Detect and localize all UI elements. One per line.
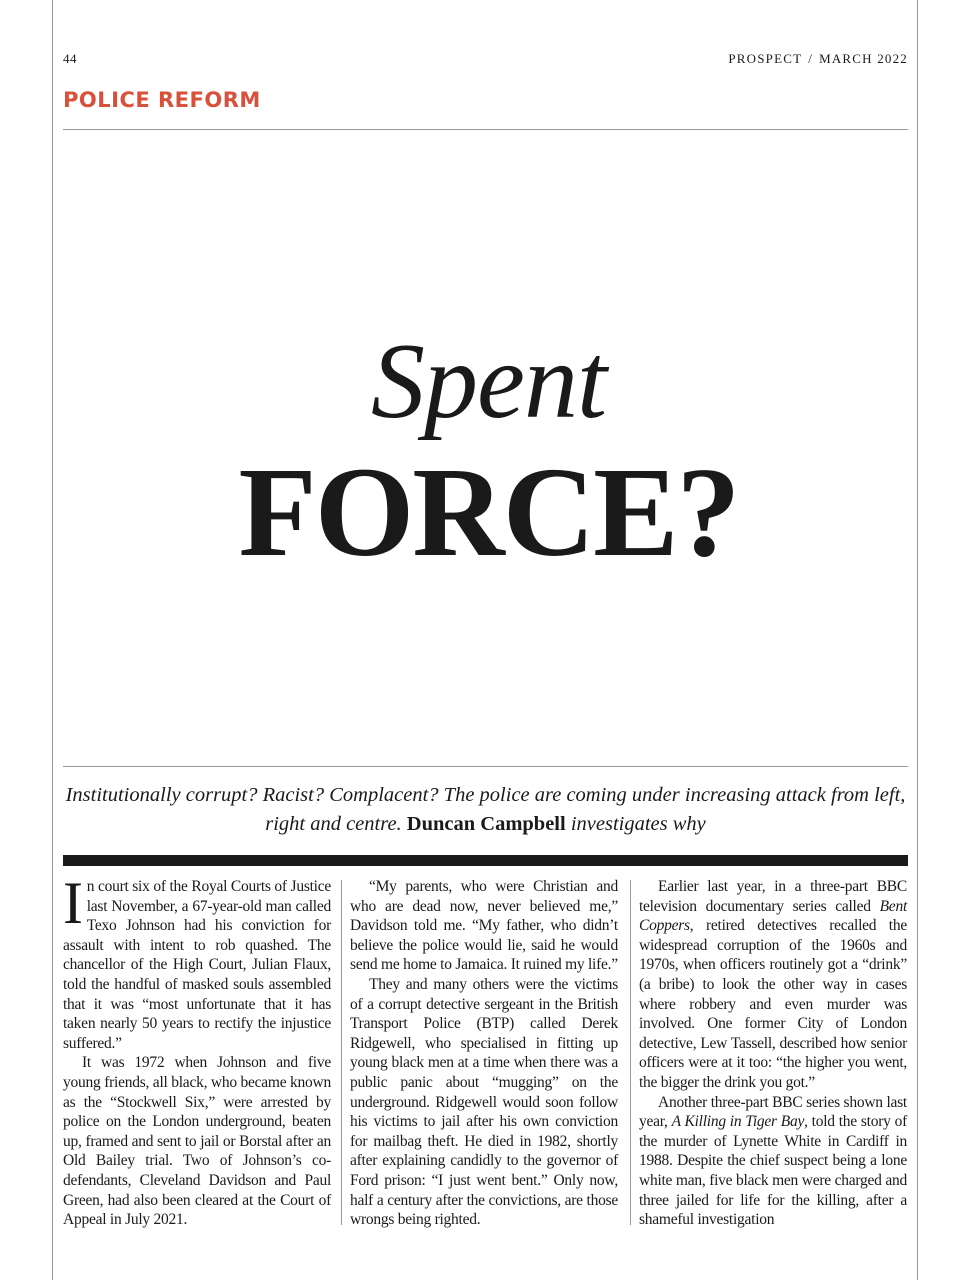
publication-name: PROSPECT xyxy=(728,51,803,66)
standfirst xyxy=(63,781,908,839)
standfirst-tail: investigates why xyxy=(570,813,706,835)
page-border-right xyxy=(917,0,918,1280)
issue-date: MARCH 2022 xyxy=(819,51,908,66)
top-rule xyxy=(63,129,908,130)
standfirst-text: Institutionally corrupt? Racist? Complacent? The police are coming under increasing attack from left, right and centre. xyxy=(65,784,906,835)
column-divider xyxy=(341,880,342,1225)
byline-author: Duncan Campbell xyxy=(406,813,566,835)
headline-line-2: FORCE? xyxy=(238,441,739,583)
body-text: , told the story of the murder of Lynette White in Cardiff in 1988. Despite the chief suspect being a lone white man, five black men were charged and three jailed for life for the killing, after a shameful investigation xyxy=(639,1113,907,1229)
body-paragraph xyxy=(639,1093,907,1230)
body-paragraph: “My parents, who were Christian and who are dead now, never believed me,” Davidson told me. “My father, who didn’t believe the police would lie, said he would send me home to Jamaica. It ruined my life.” xyxy=(350,878,618,974)
running-head-separator: / xyxy=(808,51,814,66)
body-column-1 xyxy=(63,870,331,1230)
section-label: POLICE REFORM xyxy=(63,88,261,112)
body-column-2 xyxy=(350,877,618,1230)
body-text: Another three-part BBC series shown last year, xyxy=(639,1093,907,1131)
body-paragraph xyxy=(63,870,331,1053)
thick-rule xyxy=(63,855,908,866)
running-head xyxy=(728,51,908,67)
standfirst-rule xyxy=(63,766,908,767)
headline-line-1: Spent xyxy=(371,322,606,441)
body-paragraph: It was 1972 when Johnson and five young friends, all black, who became known as the “Stockwell Six,” were arrested by police on the London underground, beaten up, framed and sent to jail or Borstal after an Old Bailey trial. Two of Johnson’s co-defendants, Cleveland Davidson and Paul Green, had also been cleared at the Court of Appeal in July 2021. xyxy=(63,1054,331,1229)
column-divider xyxy=(630,880,631,1225)
page-number: 44 xyxy=(63,51,77,66)
body-column-3 xyxy=(639,877,907,1230)
body-text: Earlier last year, in a three-part BBC television documentary series called xyxy=(639,878,907,915)
programme-title: A Killing in Tiger Bay xyxy=(671,1113,805,1131)
drop-cap: I xyxy=(63,870,83,936)
body-paragraph-text: n court six of the Royal Courts of Justice last November, a 67-year-old man called Texo Johnson had his conviction for assault with intent to rob quashed. The chancellor of the High Court, Julian Flaux, told the handful of masked souls assembled that it was “most unfortunate that it has taken nearly 50 years to rectify the injustice suffered.” xyxy=(63,878,331,1052)
body-text: , retired detectives recalled the widespread corruption of the 1960s and 1970s, when officers routinely got a “drink” (a bribe) to look the other way in cases where robbery and even murder was involved. One former City of London detective, Lew Tassell, described how senior officers were at it too: “the higher you went, the bigger the drink you got.” xyxy=(639,917,907,1091)
page-border-left xyxy=(52,0,53,1280)
body-paragraph xyxy=(639,877,907,1093)
programme-title: Bent Coppers xyxy=(639,897,907,935)
body-paragraph: They and many others were the victims of a corrupt detective sergeant in the British Transport Police (BTP) called Derek Ridgewell, who specialised in fitting up young black men at a time when there was a public panic about “mugging” on the underground. Ridgewell would soon follow his victims to jail after his own conviction for mailbag theft. He died in 1982, shortly after explaining candidly to the governor of Ford prison: “I just went bent.” Only now, half a century after the convictions, are those wrongs being righted. xyxy=(350,975,618,1229)
